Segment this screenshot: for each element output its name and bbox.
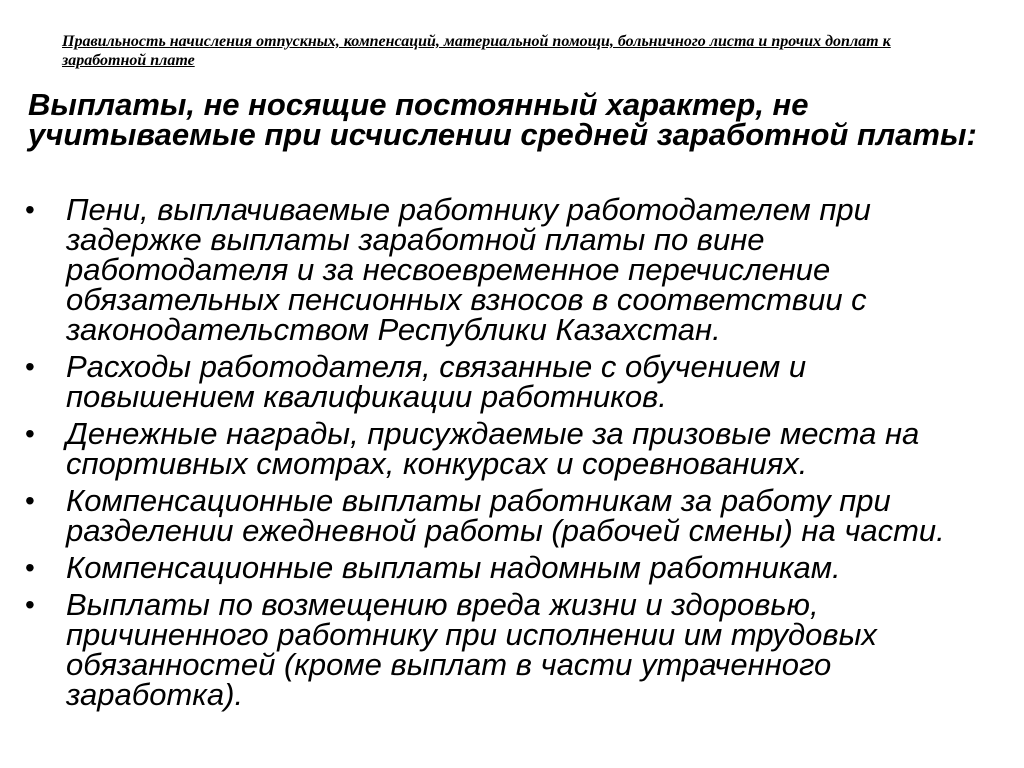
text-line: Денежные награды, присуждаемые за призовые места на (66, 416, 920, 451)
text-line: заработка). (66, 677, 244, 712)
slide-header-caption (62, 32, 891, 70)
text-line: Компенсационные выплаты надомным работникам. (66, 550, 841, 585)
list-item-text (66, 349, 1000, 414)
text-line: обязательных пенсионных взносов в соответствии с (66, 282, 867, 317)
text-line: разделении ежедневной работы (рабочей смены) на части. (66, 513, 945, 548)
text-line: задержке выплаты заработной платы по вине (66, 222, 765, 257)
text-line: обязанностей (кроме выплат в части утраченного (66, 647, 832, 682)
header-line: Правильность начисления отпускных, компенсаций, материальной помощи, больничного листа и прочих доплат к (62, 33, 891, 50)
list-item (0, 587, 1000, 712)
list-item-text (66, 587, 1000, 712)
text-line: Выплаты по возмещению вреда жизни и здоровью, (66, 587, 819, 622)
text-line: причиненного работнику при исполнении им трудовых (66, 617, 877, 652)
bullet-marker: • (25, 589, 35, 620)
list-item (0, 483, 1000, 548)
list-item-text (66, 192, 1000, 347)
text-line: Расходы работодателя, связанные с обучением и (66, 349, 807, 384)
bullet-marker: • (25, 552, 35, 583)
text-line: работодателя и за несвоевременное перечисление (66, 252, 831, 287)
bullet-marker: • (25, 351, 35, 382)
header-line: заработной плате (62, 52, 195, 69)
text-line: спортивных смотрах, конкурсах и соревнованиях. (66, 446, 808, 481)
list-item (0, 416, 1000, 481)
bullet-marker: • (25, 194, 35, 225)
text-line: Компенсационные выплаты работникам за работу при (66, 483, 891, 518)
text-line: повышением квалификации работников. (66, 379, 667, 414)
list-item (0, 349, 1000, 414)
list-item-text (66, 550, 1000, 585)
title-line: учитываемые при исчислении средней заработной платы: (28, 117, 977, 152)
text-line: Пени, выплачиваемые работнику работодателем при (66, 192, 871, 227)
title-line: Выплаты, не носящие постоянный характер, не (28, 87, 809, 122)
bullet-list (0, 192, 1000, 717)
list-item-text (66, 483, 1000, 548)
bullet-marker: • (25, 485, 35, 516)
list-item-text (66, 416, 1000, 481)
text-line: законодательством Республики Казахстан. (66, 312, 721, 347)
list-item (0, 192, 1000, 347)
list-item (0, 550, 1000, 585)
slide-title (28, 87, 977, 152)
bullet-marker: • (25, 418, 35, 449)
